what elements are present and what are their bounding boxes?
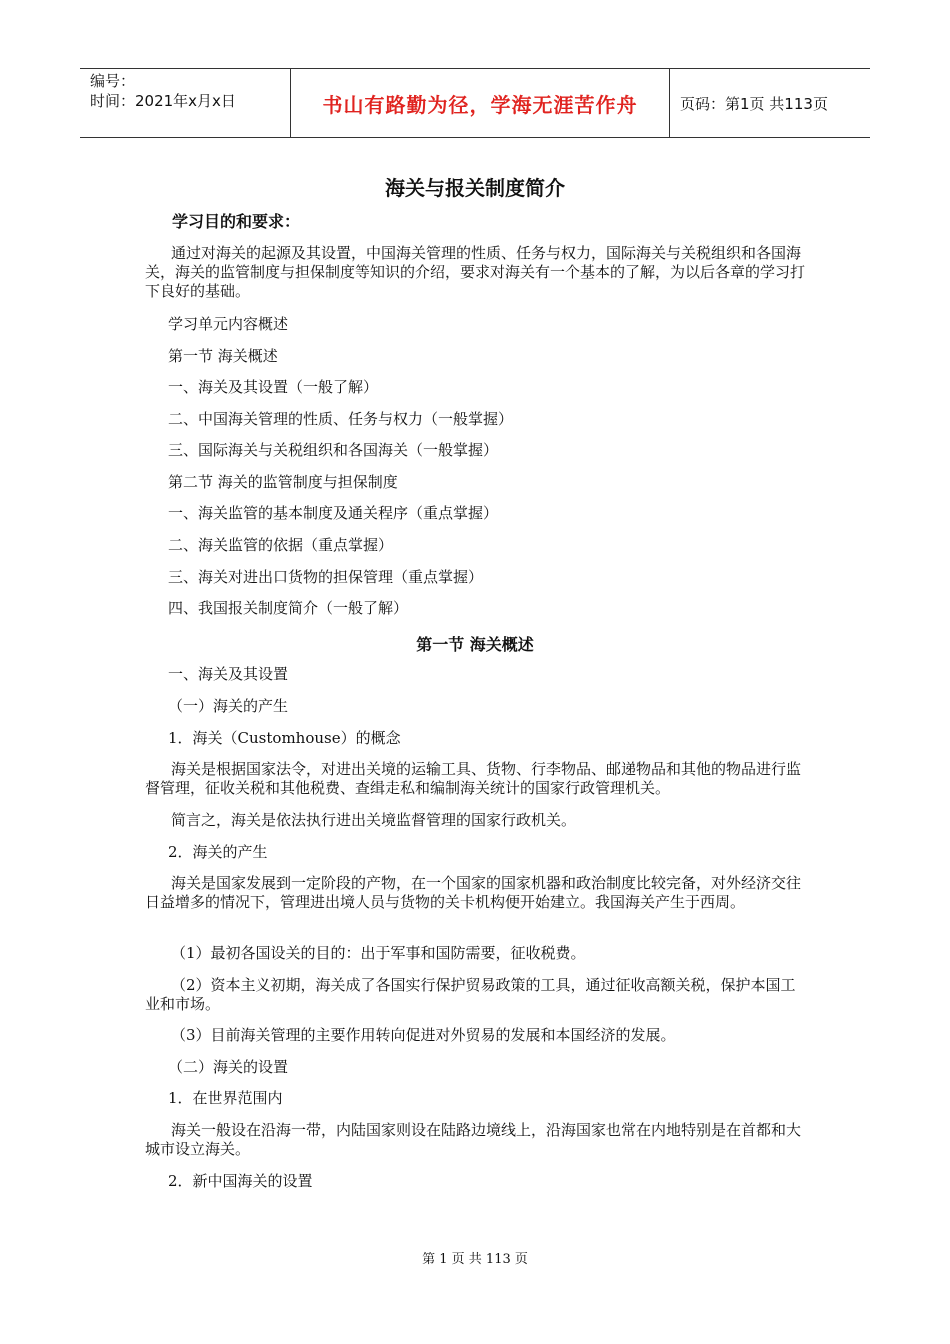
- outline-item: 学习单元内容概述: [168, 315, 289, 333]
- section-line: 一、海关及其设置: [168, 665, 289, 683]
- header-page-info: 页码：第1页 共113页: [680, 94, 828, 113]
- section-line: （二）海关的设置: [168, 1058, 289, 1076]
- body-paragraph: 简言之，海关是依法执行进出关境监督管理的国家行政机关。: [171, 811, 577, 829]
- body-paragraph: （2）资本主义初期，海关成了各国实行保护贸易政策的工具，通过征收高额关税，保护本国工业和市场。: [145, 976, 796, 1013]
- section-line: 2．新中国海关的设置: [168, 1172, 313, 1190]
- outline-item: 三、国际海关与关税组织和各国海关（一般掌握）: [168, 441, 499, 459]
- goals-heading: 学习目的和要求：: [172, 212, 301, 231]
- goals-paragraph: 通过对海关的起源及其设置，中国海关管理的性质、任务与权力，国际海关与关税组织和各国海关，海关的监管制度与担保制度等知识的介绍，要求对海关有一个基本的了解，为以后各章的学习打下良好的基础。: [145, 244, 806, 300]
- outline-item: 一、海关及其设置（一般了解）: [168, 378, 379, 396]
- section-line: （一）海关的产生: [168, 697, 289, 715]
- doc-time-label: 时间：2021年x月x日: [90, 92, 236, 110]
- section-line: 1．在世界范围内: [168, 1089, 283, 1107]
- section-heading: 第一节 海关概述: [416, 635, 534, 654]
- body-paragraph: （3）目前海关管理的主要作用转向促进对外贸易的发展和本国经济的发展。: [171, 1026, 676, 1044]
- header-motto-cell: [290, 69, 670, 137]
- header-meta: [80, 69, 290, 137]
- body-paragraph: 海关是国家发展到一定阶段的产物，在一个国家的国家机器和政治制度比较完备，对外经济交往日益增多的情况下，管理进出境人员与货物的关卡机构便开始建立。我国海关产生于西周。: [145, 874, 802, 911]
- page-header: [80, 68, 870, 138]
- body-paragraph: 海关一般设在沿海一带，内陆国家则设在陆路边境线上，沿海国家也常在内地特别是在首都和大城市设立海关。: [145, 1121, 802, 1158]
- section-line: 1．海关（Customhouse）的概念: [168, 729, 401, 747]
- outline-item: 第一节 海关概述: [168, 347, 278, 365]
- outline-item: 四、我国报关制度简介（一般了解）: [168, 599, 409, 617]
- body-paragraph: 海关是根据国家法令，对进出关境的运输工具、货物、行李物品、邮递物品和其他的物品进行监督管理，征收关税和其他税费、查缉走私和编制海关统计的国家行政管理机关。: [145, 760, 802, 797]
- body-paragraph: （1）最初各国设关的目的：出于军事和国防需要，征收税费。: [171, 944, 586, 962]
- document-title: 海关与报关制度简介: [385, 176, 565, 200]
- outline-item: 三、海关对进出口货物的担保管理（重点掌握）: [168, 568, 484, 586]
- outline-item: 第二节 海关的监管制度与担保制度: [168, 473, 398, 491]
- doc-number-label: 编号：: [90, 72, 136, 90]
- page-footer: 第 1 页 共 113 页: [422, 1252, 528, 1267]
- section-line: 2．海关的产生: [168, 843, 268, 861]
- header-motto: 书山有路勤为径，学海无涯苦作舟: [322, 92, 638, 117]
- outline-item: 二、中国海关管理的性质、任务与权力（一般掌握）: [168, 410, 514, 428]
- outline-item: 二、海关监管的依据（重点掌握）: [168, 536, 394, 554]
- header-page-cell: [670, 69, 870, 137]
- outline-item: 一、海关监管的基本制度及通关程序（重点掌握）: [168, 504, 499, 522]
